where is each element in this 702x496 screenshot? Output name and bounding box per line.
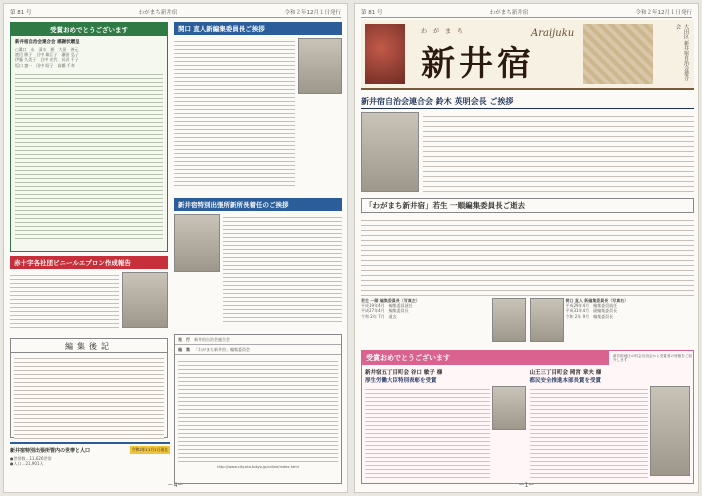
editor-greeting-title: 関口 直人新編集委員長ご挨拶 xyxy=(174,22,342,35)
editor-greeting-article xyxy=(174,22,342,192)
caption-left-line-2: 平成27年4月 編集委員長 xyxy=(361,308,409,314)
director-greeting-title: 新井宿特別出張所新所長着任のご挨拶 xyxy=(174,198,342,211)
award-name-2: 渡辺 勝子 日中 雄江子 瀬田 弘子 xyxy=(15,52,79,58)
award-b-title: 山王三丁目町会 岡宮 章夫 様 xyxy=(529,370,602,376)
paper-name: わがまち新井宿 xyxy=(489,10,529,16)
page-number-1: ー1ー xyxy=(518,482,535,489)
redcross-title: 赤十字各社団ビニールエプロン作成報告 xyxy=(10,256,168,269)
sekiguchi-photo xyxy=(530,298,564,342)
memorial-body xyxy=(361,216,694,296)
issue-date: 令和２年12月１日発行 xyxy=(635,10,692,16)
award-a-body xyxy=(365,386,490,478)
population-people: ●人口…21,901人 xyxy=(10,461,44,467)
award-title: 受賞おめでとうございます xyxy=(362,351,609,365)
redcross-body xyxy=(10,272,119,328)
caption-right-line-2: 平成31年4月 副編集委員長 xyxy=(565,308,618,314)
running-header xyxy=(361,8,692,18)
running-header xyxy=(10,8,341,18)
congrats-list-box xyxy=(10,22,168,252)
caption-row xyxy=(361,298,694,346)
masthead-furigana: わがまち xyxy=(421,28,470,35)
page-4 xyxy=(3,3,348,493)
page-number-4: ー4ー xyxy=(167,482,184,489)
lead-title: 新井宿自治会連合会 鈴木 英明会長 ご挨拶 xyxy=(361,96,694,109)
editor-note xyxy=(10,338,168,438)
redcross-photo xyxy=(122,272,168,328)
issue-number: 第 81 号 xyxy=(361,10,383,16)
paper-name: わがまち新井宿 xyxy=(138,10,178,16)
wakao-photo xyxy=(492,298,526,342)
footer-url[interactable]: http://www.city.ota.tokyo.jp/online/index.html xyxy=(217,465,299,470)
congrats-box-title: 受賞おめでとうございます xyxy=(11,23,167,36)
award-section xyxy=(361,350,694,484)
editor-note-title: 編集後記 xyxy=(11,341,167,353)
lead-article xyxy=(361,96,694,192)
award-b-sub: 都民安全推進本部長賞を受賞 xyxy=(529,378,602,384)
caption-right-line-1: 平成29年4月 編集委員就任 xyxy=(565,303,618,309)
masthead-romaji: Araijuku xyxy=(531,28,575,39)
caption-left-line-3: 令和 2年 7月 逝去 xyxy=(361,313,397,319)
award-b-body xyxy=(530,386,649,478)
chairman-photo xyxy=(361,112,419,192)
award-b-photo xyxy=(650,386,690,476)
masthead xyxy=(361,20,694,90)
population-title: 新井宿特別出張所管内の世帯と人口 xyxy=(10,447,91,454)
caption-left-line-1: 平成19年4月 編集委員就任 xyxy=(361,303,413,309)
award-name-1: ○溝口 永 清水 勝 大田 善元 xyxy=(15,47,79,52)
award-name-3: 伊藤 久美子 日中 光代 長沢 千子 xyxy=(15,57,79,63)
population-box xyxy=(10,442,170,482)
masthead-side-text: 大田区 新井宿自治会連合会 xyxy=(675,24,689,81)
director-greeting-body xyxy=(223,214,342,322)
masthead-emblem xyxy=(365,24,405,84)
masthead-title: 新井宿 xyxy=(421,44,535,84)
director-photo xyxy=(174,214,220,272)
editor-label: 編 集 xyxy=(178,347,190,353)
award-side-note: 新井宿地区の町会自治会から受賞者の皆様をご紹介します xyxy=(613,353,693,362)
issue-date: 令和２年12月１日発行 xyxy=(284,10,341,16)
director-greeting-article xyxy=(174,198,342,328)
masthead-illustration xyxy=(583,24,653,84)
caption-right-line-3: 令和 2年 9月 編集委員長 xyxy=(565,313,614,319)
award-a-title: 新井宿五丁目町会 谷口 敏子 様 xyxy=(365,370,443,376)
memorial-article xyxy=(361,198,694,294)
publisher-label: 発 行 xyxy=(178,337,190,342)
congrats-list-title: 新井宿自治会連合会 感謝状贈呈 xyxy=(15,40,80,45)
population-households: ●世帯数…11,626世帯 xyxy=(10,456,52,461)
award-a-sub: 厚生労働大臣特別表彰を受賞 xyxy=(365,378,437,384)
publisher-value: 新井宿自治会連合会 xyxy=(194,337,230,342)
memorial-title: 「わがまち新井宿」若生 一順編集委員長ご逝去 xyxy=(361,198,694,213)
publisher-box xyxy=(174,334,342,484)
page-1 xyxy=(354,3,699,493)
editor-photo xyxy=(298,38,342,94)
caption-left-title: 若生 一順 編集委員長（写真左） xyxy=(361,298,420,303)
editor-note-body xyxy=(14,355,164,441)
lead-body xyxy=(423,112,694,192)
editor-greeting-body xyxy=(174,38,295,188)
editor-value: 「わがまち新井宿」編集委員会 xyxy=(194,347,250,353)
redcross-article xyxy=(10,256,168,334)
staff-list xyxy=(178,358,338,462)
population-date: 令和2年11月1日現在 xyxy=(131,447,168,452)
issue-number: 第 81 号 xyxy=(10,10,32,16)
award-a-photo xyxy=(492,386,526,430)
caption-right-title: 関口 直人 新編集委員長（写真右） xyxy=(565,298,629,303)
award-name-4: 坂口 憲一 田中 昭子 高橋 千寿 xyxy=(15,62,75,68)
award-list-body xyxy=(15,71,163,239)
